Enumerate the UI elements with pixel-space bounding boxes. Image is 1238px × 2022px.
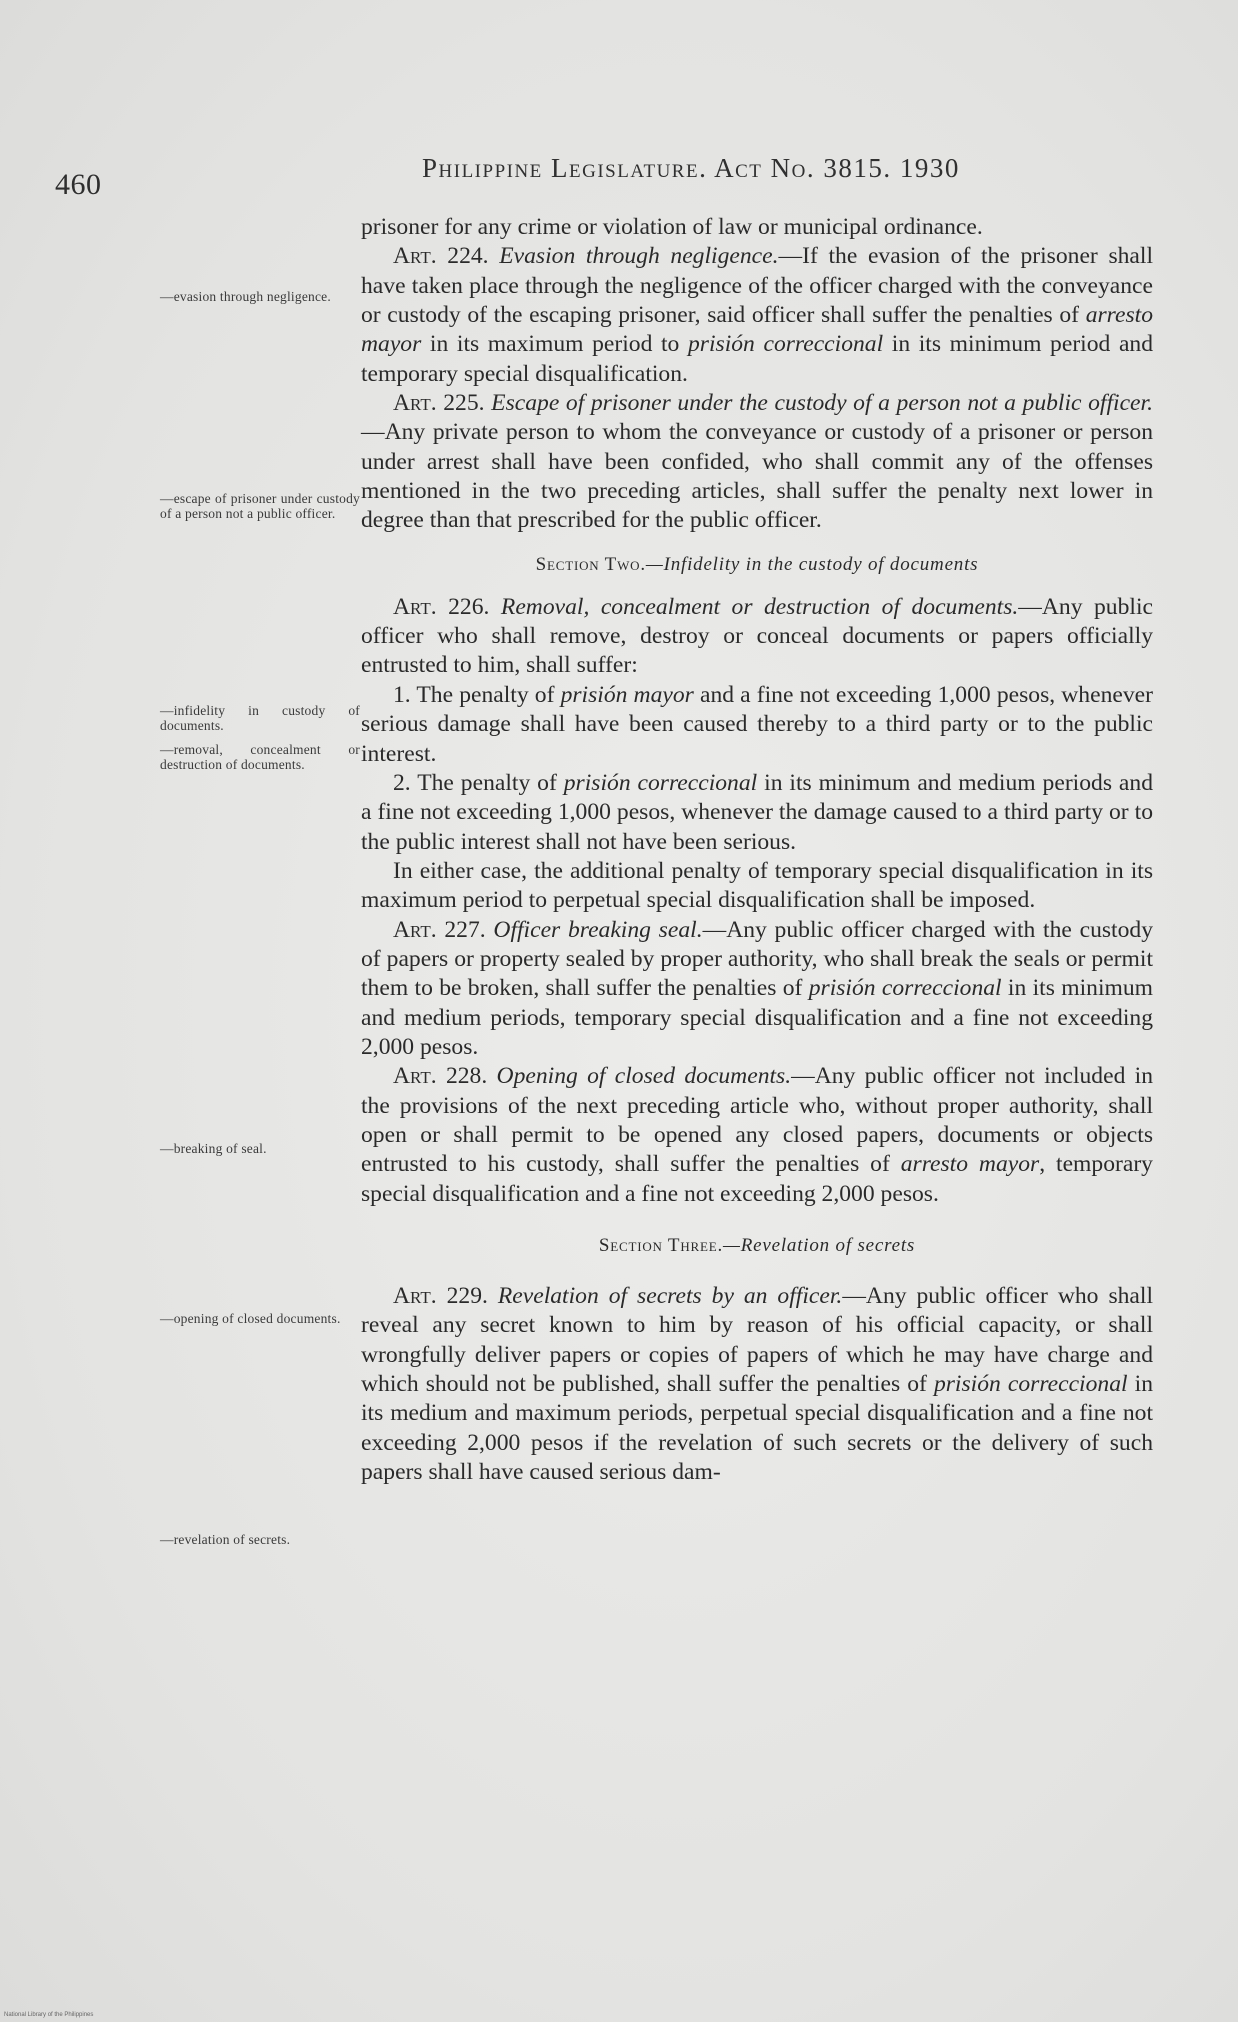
margin-note-seal: —breaking of seal. — [160, 1141, 267, 1156]
article-226-either: In either case, the additional penalty of temporary special disqualification in its maximum period to perpetual special disqualification shall be imposed. — [361, 857, 1153, 914]
margin-note-revelation: —revelation of secrets. — [160, 1532, 291, 1547]
article-label: Art. 225. — [393, 390, 485, 417]
body-text — [361, 213, 1153, 1487]
article-title: Escape of prisoner under the custody of a person not a public officer. — [491, 390, 1153, 417]
article-229: Art. 229. Revelation of secrets by an officer.—Any public officer who shall reveal any secret known to him by reason of his official capacity, or shall wrongfully deliver papers or copies of papers of which he may have charge and which should not be published, shall suffer the penalties of prisión correccional in its medium and maximum periods, perpetual special disqualification and a fine not exceeding 2,000 pesos if the revelation of such secrets or the delivery of such papers shall have caused serious dam- — [361, 1283, 1154, 1486]
article-title: Opening of closed documents. — [496, 1063, 792, 1090]
page-number: 460 — [55, 168, 102, 201]
article-title: Evasion through negligence. — [499, 243, 779, 270]
scan-footer: National Library of the Philippines — [4, 2012, 94, 2018]
article-227: Art. 227. Officer breaking seal.—Any public officer charged with the custody of papers or property sealed by proper authority, who shall break the seals or permit them to be broken, shall suffer the penalties of prisión correccional in its minimum and medium periods, temporary special disqualification and a fine not exceeding 2,000 pesos. — [361, 916, 1154, 1060]
article-225: Art. 225. Escape of prisoner under the custody of a person not a public officer.—Any private person to whom the conveyance or custody of a prisoner or person under arrest shall have been confided, who shall commit any of the offenses mentioned in the two preceding articles, shall suffer the penalty next lower in degree than that prescribed for the public officer. — [361, 390, 1153, 534]
margin-note-infidelity: —infidelity in custody of documents. — [160, 703, 360, 733]
margin-note-evasion: —evasion through negligence. — [160, 289, 331, 304]
article-label: Art. 224. — [393, 243, 489, 270]
article-224: Art. 224. Evasion through negligence.—If the evasion of the prisoner shall have taken place through the negligence of the officer charged with the conveyance or custody of the escaping prisoner, said officer shall suffer the penalties of arresto mayor in its maximum period to prisión correccional in its minimum period and temporary special disqualification. — [361, 243, 1154, 387]
article-label: Art. 227. — [393, 916, 486, 943]
article-226: Art. 226. Removal, concealment or destruction of documents.—Any public officer who shall remove, destroy or conceal documents or papers officially entrusted to him, shall suffer: — [361, 593, 1153, 679]
section-heading-three: Section Three.—Revelation of secrets — [598, 1235, 916, 1256]
article-228: Art. 228. Opening of closed documents.—Any public officer not included in the provisions of the next preceding article who, without proper authority, shall open or shall permit to be opened any closed papers, documents or objects entrusted to his custody, shall suffer the penalties of arresto mayor, temporary special disqualification and a fine not exceeding 2,000 pesos. — [361, 1063, 1154, 1207]
continuation-paragraph: prisoner for any crime or violation of law or municipal ordinance. — [361, 214, 983, 240]
article-226-item-1: 1. The penalty of prisión mayor and a fine not exceeding 1,000 pesos, whenever serious damage shall have been caused thereby to a third party or to the public interest. — [361, 681, 1153, 767]
article-label: Art. 226. — [393, 593, 490, 620]
article-226-item-2: 2. The penalty of prisión correccional in its minimum and medium periods and a fine not exceeding 1,000 pesos, whenever the damage caused to a third party or to the public interest shall not have been serious. — [361, 769, 1153, 855]
article-label: Art. 229. — [393, 1283, 488, 1309]
margin-note-opening: —opening of closed documents. — [160, 1311, 341, 1326]
article-title: Revelation of secrets by an officer. — [497, 1283, 843, 1309]
margin-note-removal: —removal, concealment or destruction of documents. — [160, 742, 360, 772]
article-label: Art. 228. — [393, 1063, 488, 1090]
section-heading-two: Section Two.—Infidelity in the custody of documents — [535, 553, 979, 575]
margin-note-escape: —escape of prisoner under custody of a person not a public officer. — [160, 491, 360, 521]
article-title: Removal, concealment or destruction of documents. — [500, 593, 1019, 620]
article-title: Officer breaking seal. — [493, 916, 703, 943]
running-head: Philippine Legislature. Act No. 3815. 1930 — [422, 153, 960, 183]
